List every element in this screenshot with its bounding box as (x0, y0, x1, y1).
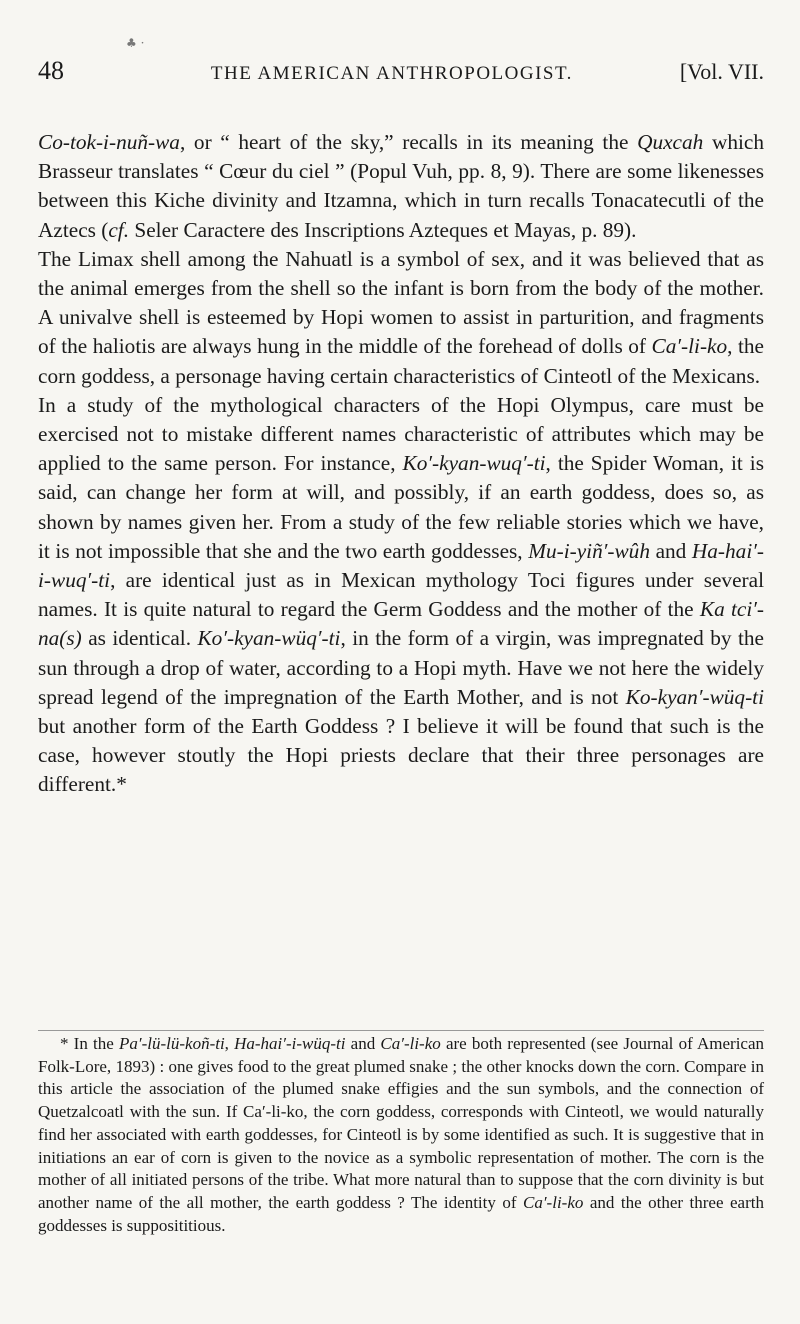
italic-term: cf. (108, 217, 130, 242)
text-run: , the Spider Woman, it is said, can change her form at will, and possibly, if an earth goddess, does so, as shown by names given her. From a study of the few reliable stories which we have, it is not impossible that she and the two earth goddesses, (38, 451, 764, 563)
italic-term: Ko-kyan′-wüq-ti (625, 684, 764, 709)
italic-term: Ha-hai′-i-wuq′-ti (38, 538, 764, 593)
paragraph-2 (38, 245, 764, 391)
footnote-text (38, 1033, 764, 1237)
text-run: , the corn goddess, a personage having certain characteristics of Cinteotl of the Mexicans. (38, 334, 764, 388)
text-run: are both represented (see Journal of American Folk-Lore, 1893) : one gives food to the great plumed snake ; the other knocks down the corn. Compare in this article the association of the plumed snake effigies and the sun symbols, and the connection of Quetzalcoatl with the sun. If Ca′-li-ko, the corn goddess, corresponds with Cinteotl, we would naturally find her associated with earth goddesses, for Cinteotl is by some identified as such. It is suggestive that in initiations an ear of corn is given to the novice as a symbolic representation of mother. The corn is the mother of all initiated persons of the tribe. What more natural than to suppose that the corn divinity is but another name of the all mother, the earth goddess ? The identity of (38, 1034, 765, 1212)
text-run: * In the (60, 1034, 119, 1053)
text-run: The Limax shell among the Nahuatl is a symbol of sex, and it was believed that as the animal emerges from the shell so the infant is born from the body of the mother. A univalve shell is esteemed by Hopi women to assist in parturition, and fragments of the haliotis are always hung in the middle of the forehead of dolls of (38, 246, 764, 359)
paragraph-3 (38, 391, 764, 800)
text-run: , in the form of a virgin, was impregnated by the sun through a drop of water, according to a Hopi myth. Have we not here the widely spread legend of the impregnation of the Earth Mother, and is not (38, 626, 764, 709)
italic-term: Ca′-li-ko (380, 1034, 441, 1053)
italic-term: Ko′-kyan-wuq′-ti (402, 451, 546, 476)
text-run: as identical. (81, 626, 198, 651)
footnote (38, 1033, 764, 1237)
text-run: , are identical just as in Mexican mythology Toci figures under several names. It is quite natural to regard the Germ Goddess and the mother of the (38, 568, 764, 622)
text-run: In a study of the mythological characters of the Hopi Olympus, care must be exercised not to mistake different names characteristic of attributes which may be applied to the same person. For instance, (38, 392, 764, 476)
italic-term: Mu-i-yiñ′-wûh (528, 538, 650, 563)
text-run: Seler Caractere des Inscriptions Azteques et Mayas, p. 89). (129, 217, 637, 242)
text-run: which Brasseur translates “ Cœur du ciel ” (Popul Vuh, pp. 8, 9). There are some likenesses between this Kiche divinity and Itzamna, which in turn recalls Tonacatecutli of the Aztecs ( (38, 130, 764, 242)
footnote-rule (38, 1030, 764, 1031)
text-run: but another form of the Earth Goddess ? I believe it will be found that such is the case, however stoutly the Hopi priests declare that their three personages are different.* (38, 714, 764, 797)
page-number: 48 (38, 56, 64, 85)
italic-term: Ha-hai′-i-wüq-ti (234, 1034, 346, 1053)
text-run: , or “ heart of the sky,” recalls in its meaning the (179, 130, 638, 154)
running-head: THE AMERICAN ANTHROPOLOGIST. (210, 63, 573, 84)
text-run: and the other three earth goddesses is supposititious. (38, 1192, 764, 1235)
page-header (38, 56, 764, 86)
text-run: , (224, 1034, 235, 1053)
body-text (38, 128, 764, 800)
italic-term: Pa′-lü-lü-koñ-ti (118, 1034, 225, 1053)
italic-term: Ca′-li-ko (651, 334, 728, 359)
italic-term: Quxcah (637, 130, 704, 154)
text-run: and (345, 1034, 381, 1053)
paragraph-1 (38, 128, 764, 245)
italic-term: Ka tci′-na(s) (38, 597, 765, 651)
volume-label: [Vol. VII. (679, 59, 764, 84)
italic-term: Co-tok-i-nuñ-wa (38, 130, 180, 154)
italic-term: Ko′-kyan-wüq′-ti (197, 626, 341, 651)
stray-mark: ♣ · (126, 36, 145, 50)
italic-term: Ca′-li-ko (523, 1192, 584, 1212)
text-run: and (649, 538, 692, 563)
